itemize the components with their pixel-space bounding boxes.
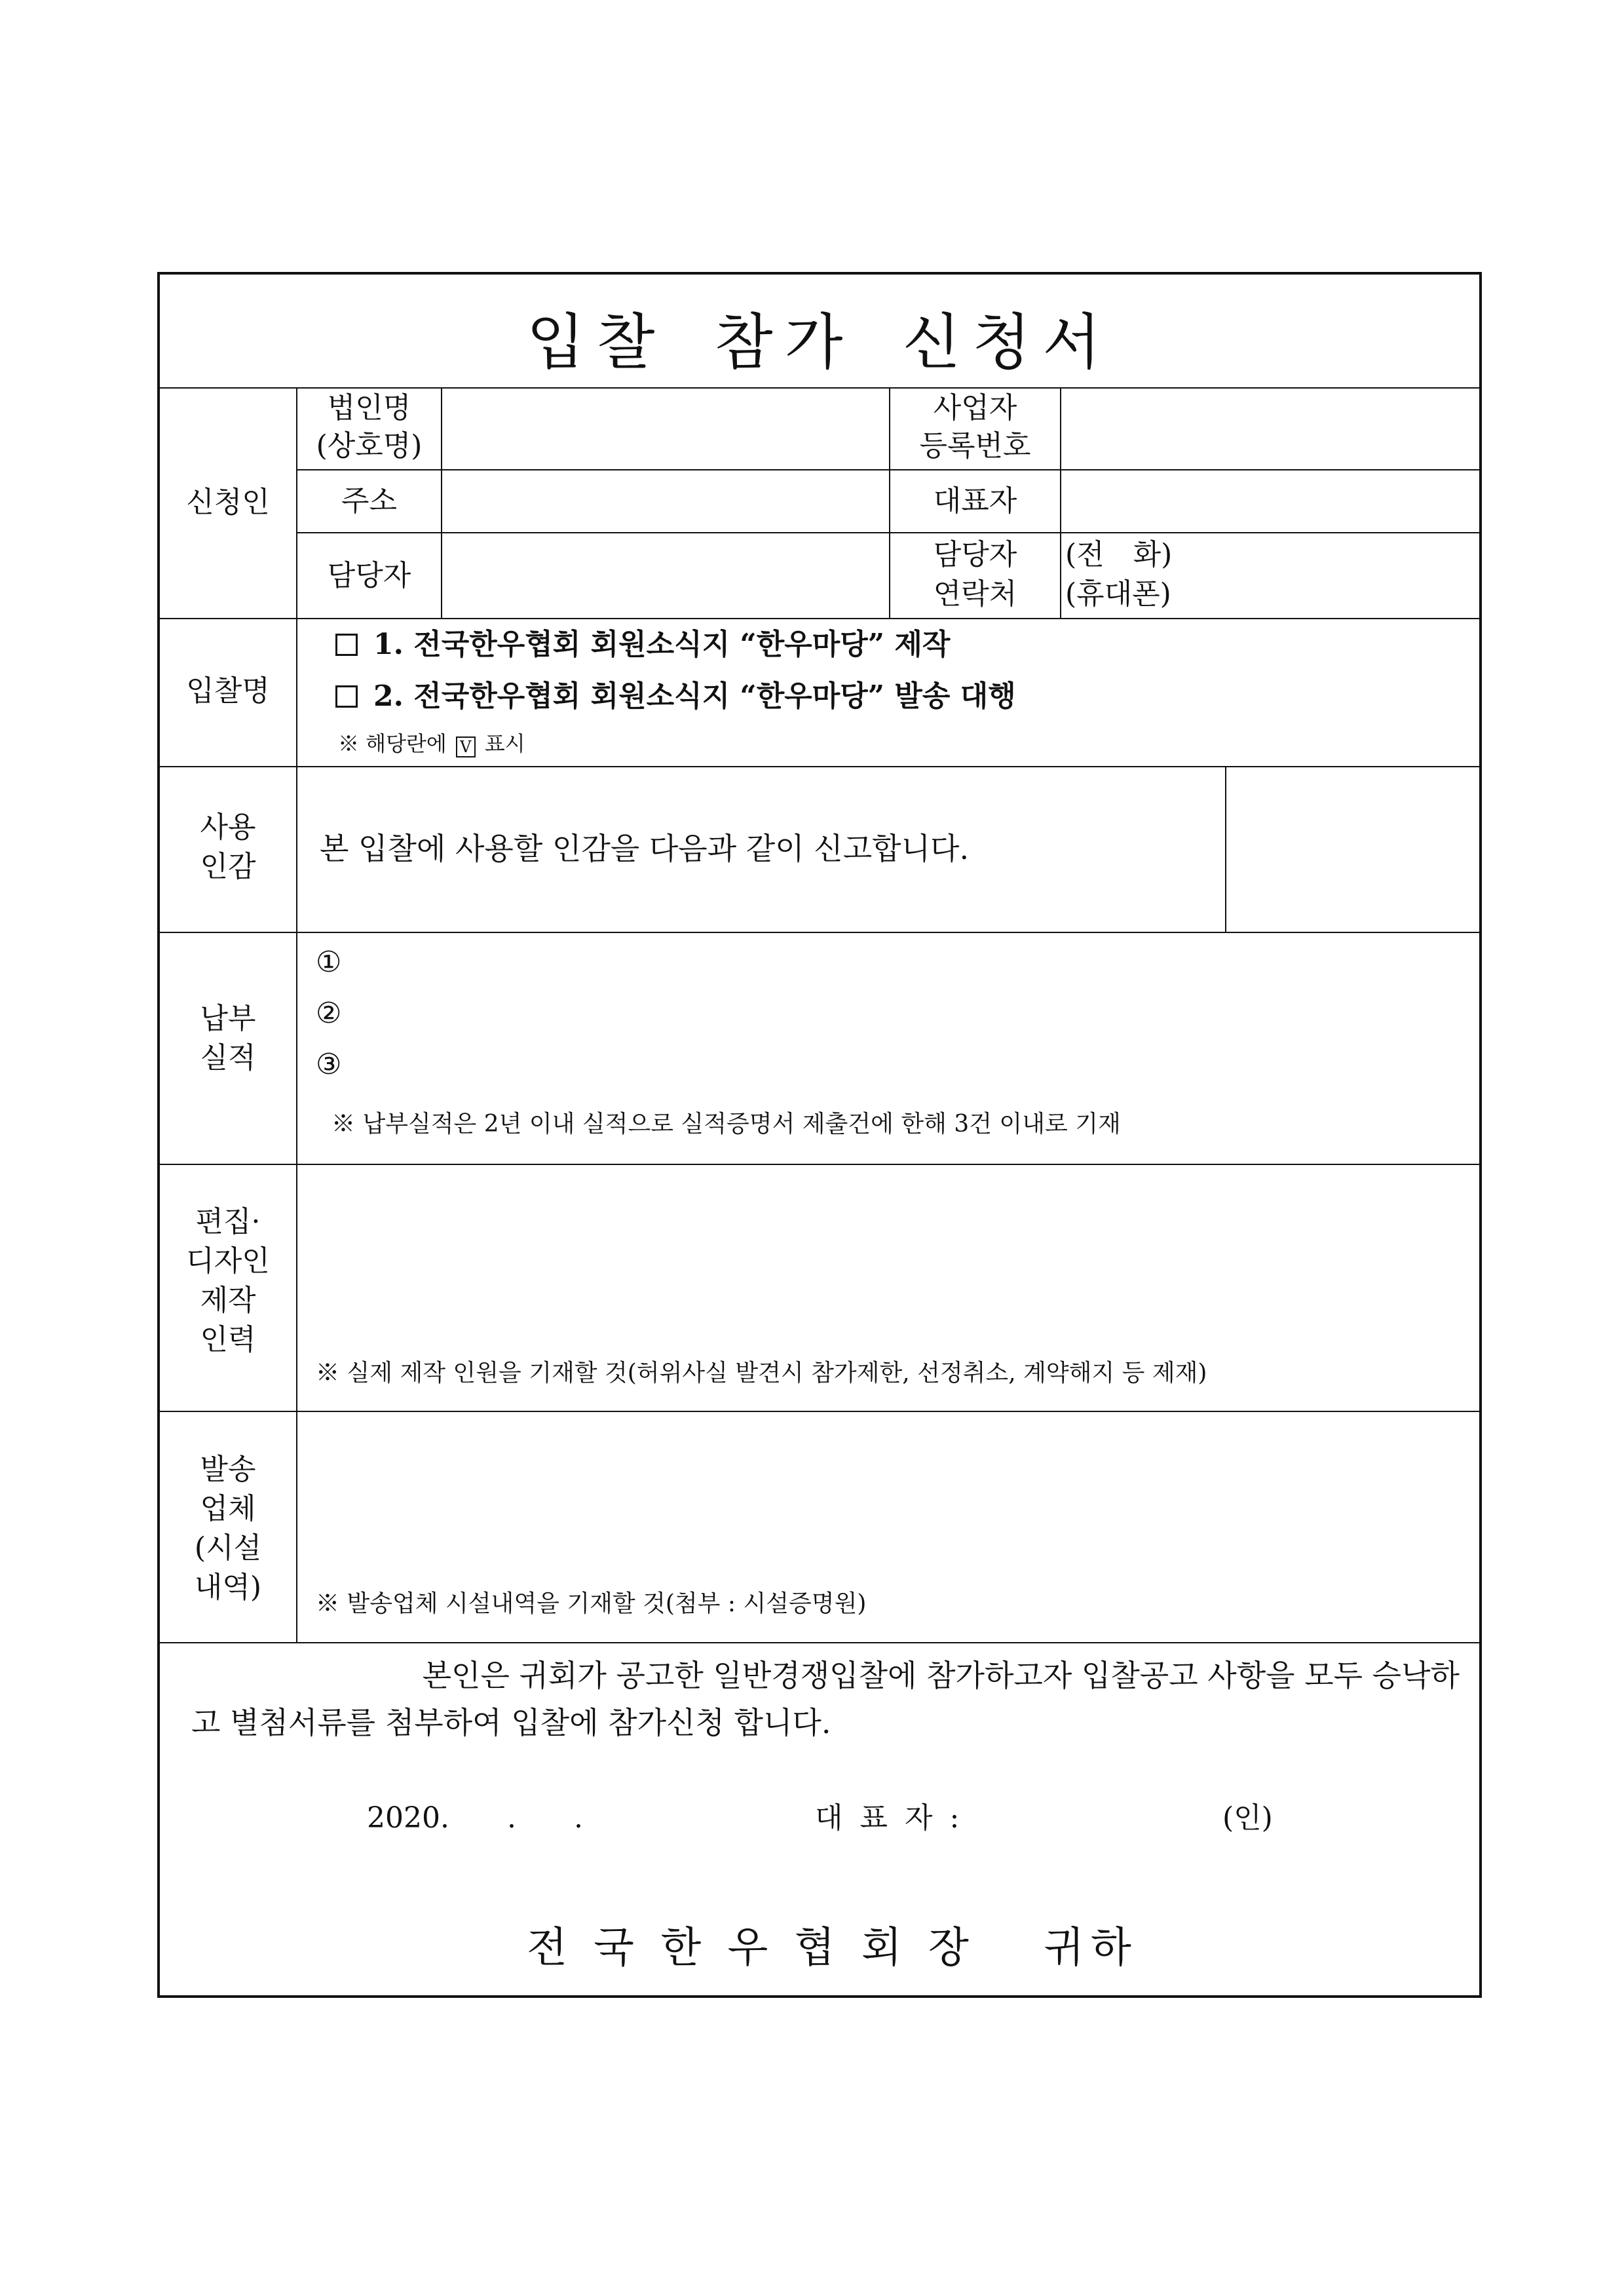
shipping-company-field[interactable] [301, 1416, 1474, 1586]
design-staff-label-line-2: 디자인 [186, 1244, 270, 1278]
declaration-line-1: 본인은 귀회가 공고한 일반경쟁입찰에 참가하고자 입찰공고 사항을 모두 승낙하 [422, 1658, 1460, 1693]
seal-mark: (인) [1222, 1801, 1273, 1835]
recipient: 전 국 한 우 협 회 장 귀하 [527, 1924, 1138, 1972]
delivery-record-label-line-2: 실적 [200, 1041, 256, 1075]
manager-contact-label-line-2: 연락처 [933, 577, 1017, 611]
delivery-record-item-3: ③ [316, 1048, 342, 1081]
delivery-record-field-1[interactable] [356, 944, 1470, 984]
manager-label: 담당자 [327, 559, 411, 592]
business-reg-label-line-2: 등록번호 [919, 429, 1031, 463]
bid-option-2-checkbox[interactable] [335, 685, 358, 708]
manager-contact-label-line-1: 담당자 [933, 538, 1017, 571]
bid-name-note-prefix: ※ 해당란에 [338, 731, 447, 756]
business-reg-number-field[interactable] [1064, 391, 1477, 466]
shipping-label-line-2: 업체 [200, 1492, 256, 1525]
rule-staff-end [160, 1411, 1479, 1412]
bid-option-2[interactable] [335, 677, 1016, 716]
rule-applicant-1 [297, 469, 1479, 470]
design-staff-label-line-4: 인력 [200, 1323, 256, 1356]
bid-name-note [338, 729, 525, 758]
representative-field[interactable] [1064, 472, 1477, 529]
design-staff-note: ※ 실제 제작 인원을 기재할 것(허위사실 발견시 참가제한, 선정취소, 계약해지 등 제재) [316, 1360, 1207, 1387]
delivery-record-field-2[interactable] [356, 995, 1470, 1035]
bid-name-note-suffix: 표시 [484, 731, 525, 756]
seal-declaration-text: 본 입찰에 사용할 인감을 다음과 같이 신고합니다. [320, 831, 970, 866]
seal-impression-box[interactable] [1229, 770, 1477, 930]
application-date: 2020. . . [367, 1801, 583, 1835]
shipping-company-note: ※ 발송업체 시설내역을 기재할 것(첨부 : 시설증명원) [316, 1590, 867, 1617]
check-mark-sample-icon: V [456, 737, 476, 757]
company-name-field[interactable] [445, 391, 884, 466]
shipping-label-line-3: (시설 [194, 1531, 262, 1565]
seal-label-line-1: 사용 [200, 811, 256, 844]
shipping-label-line-4: 내역) [194, 1571, 262, 1604]
declaration-line-2: 고 별첨서류를 첨부하여 입찰에 참가신청 합니다. [191, 1705, 831, 1740]
bid-option-1-checkbox[interactable] [335, 634, 358, 656]
delivery-record-field-3[interactable] [356, 1046, 1470, 1086]
rule-shipping-end [160, 1642, 1479, 1643]
address-field[interactable] [445, 472, 884, 529]
design-staff-field[interactable] [301, 1168, 1474, 1339]
address-label: 주소 [341, 484, 397, 518]
business-reg-label-line-1: 사업자 [933, 391, 1017, 425]
mobile-label: (휴대폰) [1065, 577, 1171, 611]
rule-applicant-col-4 [1060, 387, 1061, 618]
rule-seal-box [1225, 766, 1226, 932]
design-staff-label-line-3: 제작 [200, 1284, 256, 1317]
delivery-record-note: ※ 납부실적은 2년 이내 실적으로 실적증명서 제출건에 한해 3건 이내로 기재 [331, 1111, 1121, 1138]
delivery-record-label-line-1: 납부 [200, 1002, 256, 1035]
phone-label: (전 화) [1065, 538, 1173, 571]
bid-application-form [157, 272, 1482, 1998]
applicant-section-label: 신청인 [186, 486, 270, 519]
representative-sign-label: 대 표 자 : [815, 1801, 964, 1835]
design-staff-label-line-1: 편집· [195, 1205, 261, 1238]
bid-option-1[interactable] [335, 625, 950, 664]
seal-label-line-2: 인감 [200, 850, 256, 883]
company-name-label-line-2: (상호명) [316, 429, 423, 463]
form-title: 입찰 참가 신청서 [526, 307, 1113, 377]
rule-seal-end [160, 932, 1479, 933]
rule-applicant-2 [297, 532, 1479, 533]
company-name-label-line-1: 법인명 [327, 391, 411, 425]
shipping-label-line-1: 발송 [200, 1453, 256, 1486]
delivery-record-item-2: ② [316, 997, 342, 1030]
representative-label: 대표자 [933, 484, 1017, 518]
rule-bid-end [160, 766, 1479, 767]
bid-name-label: 입찰명 [186, 674, 270, 708]
rule-applicant-col-2 [441, 387, 442, 618]
bid-option-1-text: 1. 전국한우협회 회원소식지 “한우마당” 제작 [373, 628, 951, 661]
manager-field[interactable] [445, 535, 884, 615]
bid-option-2-text: 2. 전국한우협회 회원소식지 “한우마당” 발송 대행 [373, 679, 1016, 713]
delivery-record-item-1: ① [316, 946, 342, 979]
rule-record-end [160, 1164, 1479, 1165]
rule-applicant-end [160, 618, 1479, 619]
